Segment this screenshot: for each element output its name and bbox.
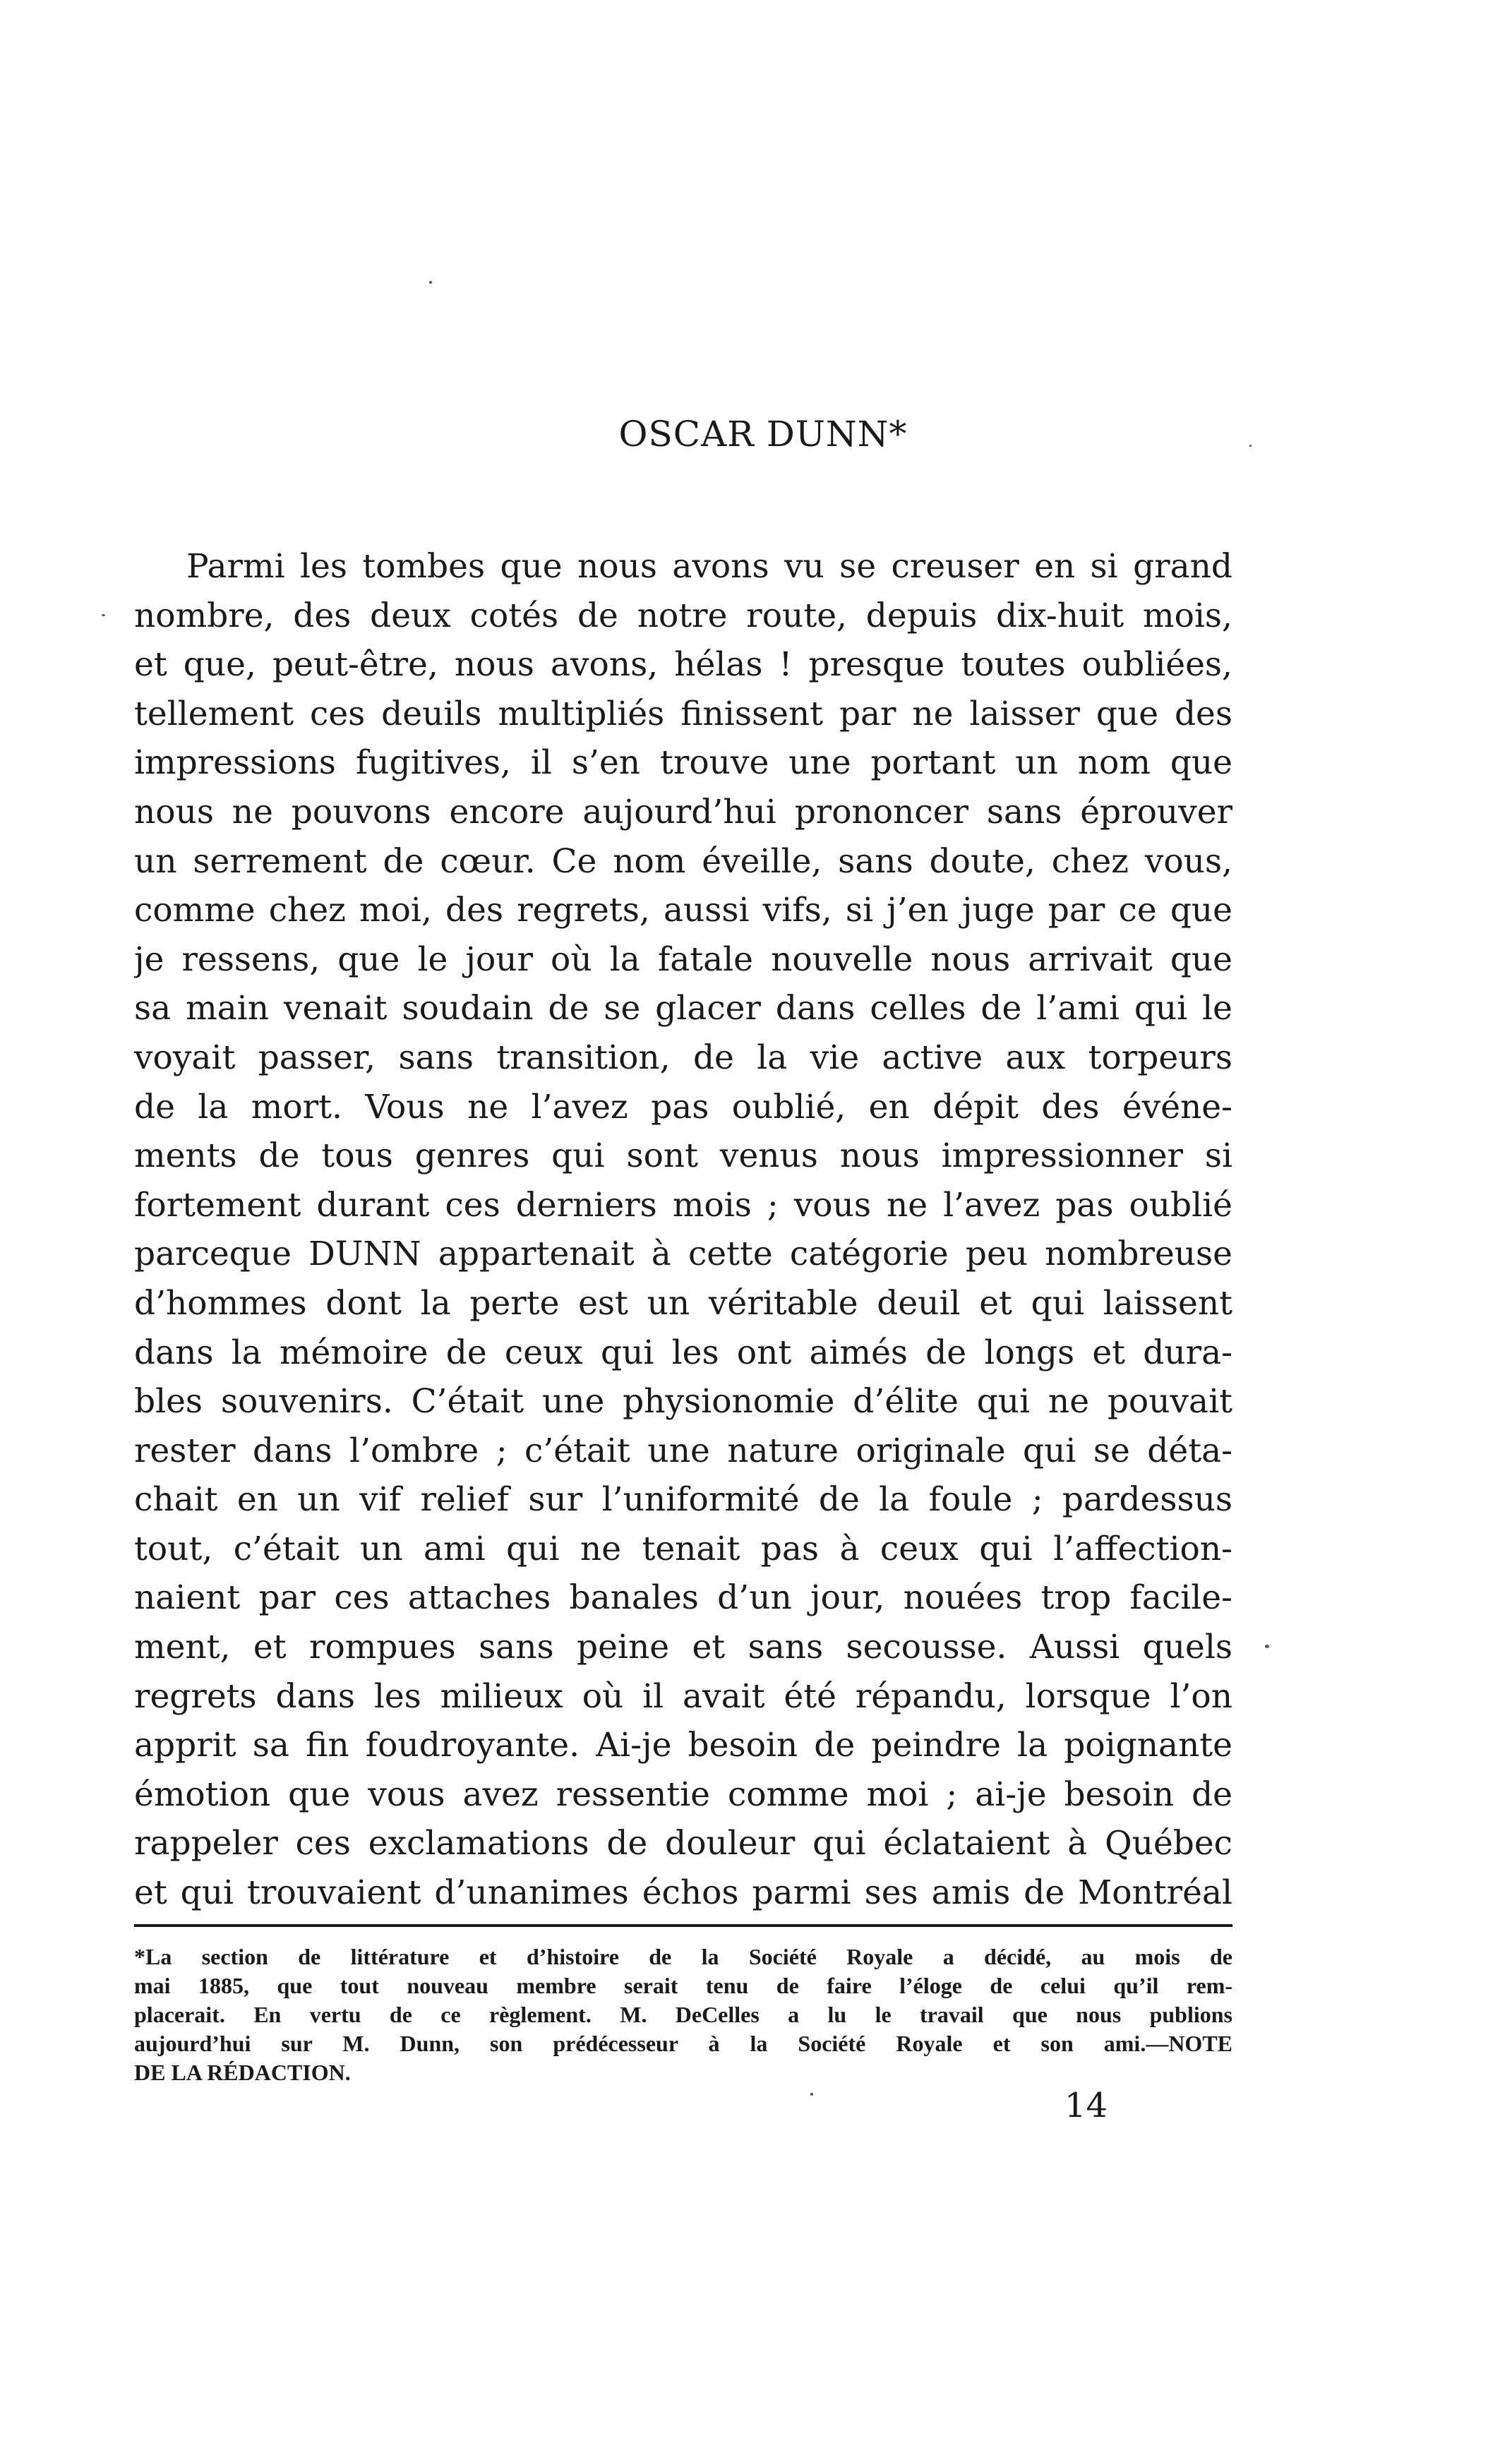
text-line: de la mort. Vous ne l’avez pas oublié, en dépit des événe- <box>134 1087 1232 1127</box>
footnote-line: DE LA RÉDACTION. <box>134 2060 351 2085</box>
text-line: d’hommes dont la perte est un véritable deuil et qui laissent <box>134 1283 1232 1323</box>
text-line: voyait passer, sans transition, de la vie active aux torpeurs <box>134 1038 1232 1077</box>
text-line: et que, peut-être, nous avons, hélas ! presque toutes oubliées, <box>134 645 1232 685</box>
text-line: sa main venait soudain de se glacer dans celles de l’ami qui le <box>134 989 1232 1028</box>
text-line: chait en un vif relief sur l’uniformité de la foule ; pardessus <box>134 1480 1232 1520</box>
text-line: apprit sa fin foudroyante. Ai-je besoin de peindre la poignante <box>134 1726 1232 1765</box>
text-line: nous ne pouvons encore aujourd’hui prononcer sans éprouver <box>134 792 1232 831</box>
text-line: bles souvenirs. C’était une physionomie d’élite qui ne pouvait <box>134 1382 1232 1422</box>
text-line: rappeler ces exclamations de douleur qui éclataient à Québec <box>134 1824 1232 1863</box>
footnote-line: placerait. En vertu de ce règlement. M. DeCelles a lu le travail que nous publions <box>134 2002 1232 2027</box>
text-line: impressions fugitives, il s’en trouve une portant un nom que <box>134 743 1232 783</box>
text-line: nombre, des deux cotés de notre route, depuis dix-huit mois, <box>134 596 1232 635</box>
text-line: un serrement de cœur. Ce nom éveille, sans doute, chez vous, <box>134 841 1232 881</box>
text-line: émotion que vous avez ressentie comme moi ; ai-je besoin de <box>134 1775 1232 1814</box>
text-line: tellement ces deuils multipliés finissent par ne laisser que des <box>134 694 1232 733</box>
text-line: ment, et rompues sans peine et sans secousse. Aussi quels <box>134 1628 1232 1667</box>
text-line: dans la mémoire de ceux qui les ont aimés de longs et dura- <box>134 1333 1232 1372</box>
text-line: naient par ces attaches banales d’un jour, nouées trop facile- <box>134 1578 1232 1618</box>
text-line: comme chez moi, des regrets, aussi vifs, si j’en juge par ce que <box>134 891 1232 930</box>
paper-speck <box>810 2093 813 2096</box>
text-line: je ressens, que le jour où la fatale nouvelle nous arrivait que <box>134 939 1232 979</box>
body-text <box>134 542 1232 1918</box>
text-line: rester dans l’ombre ; c’était une nature originale qui se déta- <box>134 1431 1232 1470</box>
text-line: ments de tous genres qui sont venus nous impressionner si <box>134 1136 1232 1176</box>
page-title: OSCAR DUNN* <box>618 414 908 455</box>
text-line: fortement durant ces derniers mois ; vous ne l’avez pas oublié <box>134 1185 1232 1225</box>
paper-speck <box>1249 445 1252 447</box>
page-number: 14 <box>1064 2086 1108 2125</box>
text-line: Parmi les tombes que nous avons vu se creuser en si grand <box>186 547 1232 586</box>
paper-speck <box>102 614 105 616</box>
footnote-line: mai 1885, que tout nouveau membre serait tenu de faire l’éloge de celui qu’il rem- <box>134 1973 1232 1998</box>
text-line: et qui trouvaient d’unanimes échos parmi ses amis de Montréal <box>134 1873 1232 1913</box>
paper-speck <box>429 281 432 284</box>
footnote-line: aujourd’hui sur M. Dunn, son prédécesseur à la Société Royale et son ami.—NOTE <box>134 2031 1232 2056</box>
footnote <box>134 1942 1232 2087</box>
footnote-line: *La section de littérature et d’histoire de la Société Royale a décidé, au mois de <box>134 1944 1232 1969</box>
footnote-rule <box>134 1924 1232 1927</box>
text-line: parceque DUNN appartenait à cette catégorie peu nombreuse <box>134 1235 1232 1274</box>
text-line: regrets dans les milieux où il avait été répandu, lorsque l’on <box>134 1676 1232 1716</box>
text-line: tout, c’était un ami qui ne tenait pas à ceux qui l’affection- <box>134 1529 1232 1568</box>
paper-speck <box>1265 1645 1269 1648</box>
